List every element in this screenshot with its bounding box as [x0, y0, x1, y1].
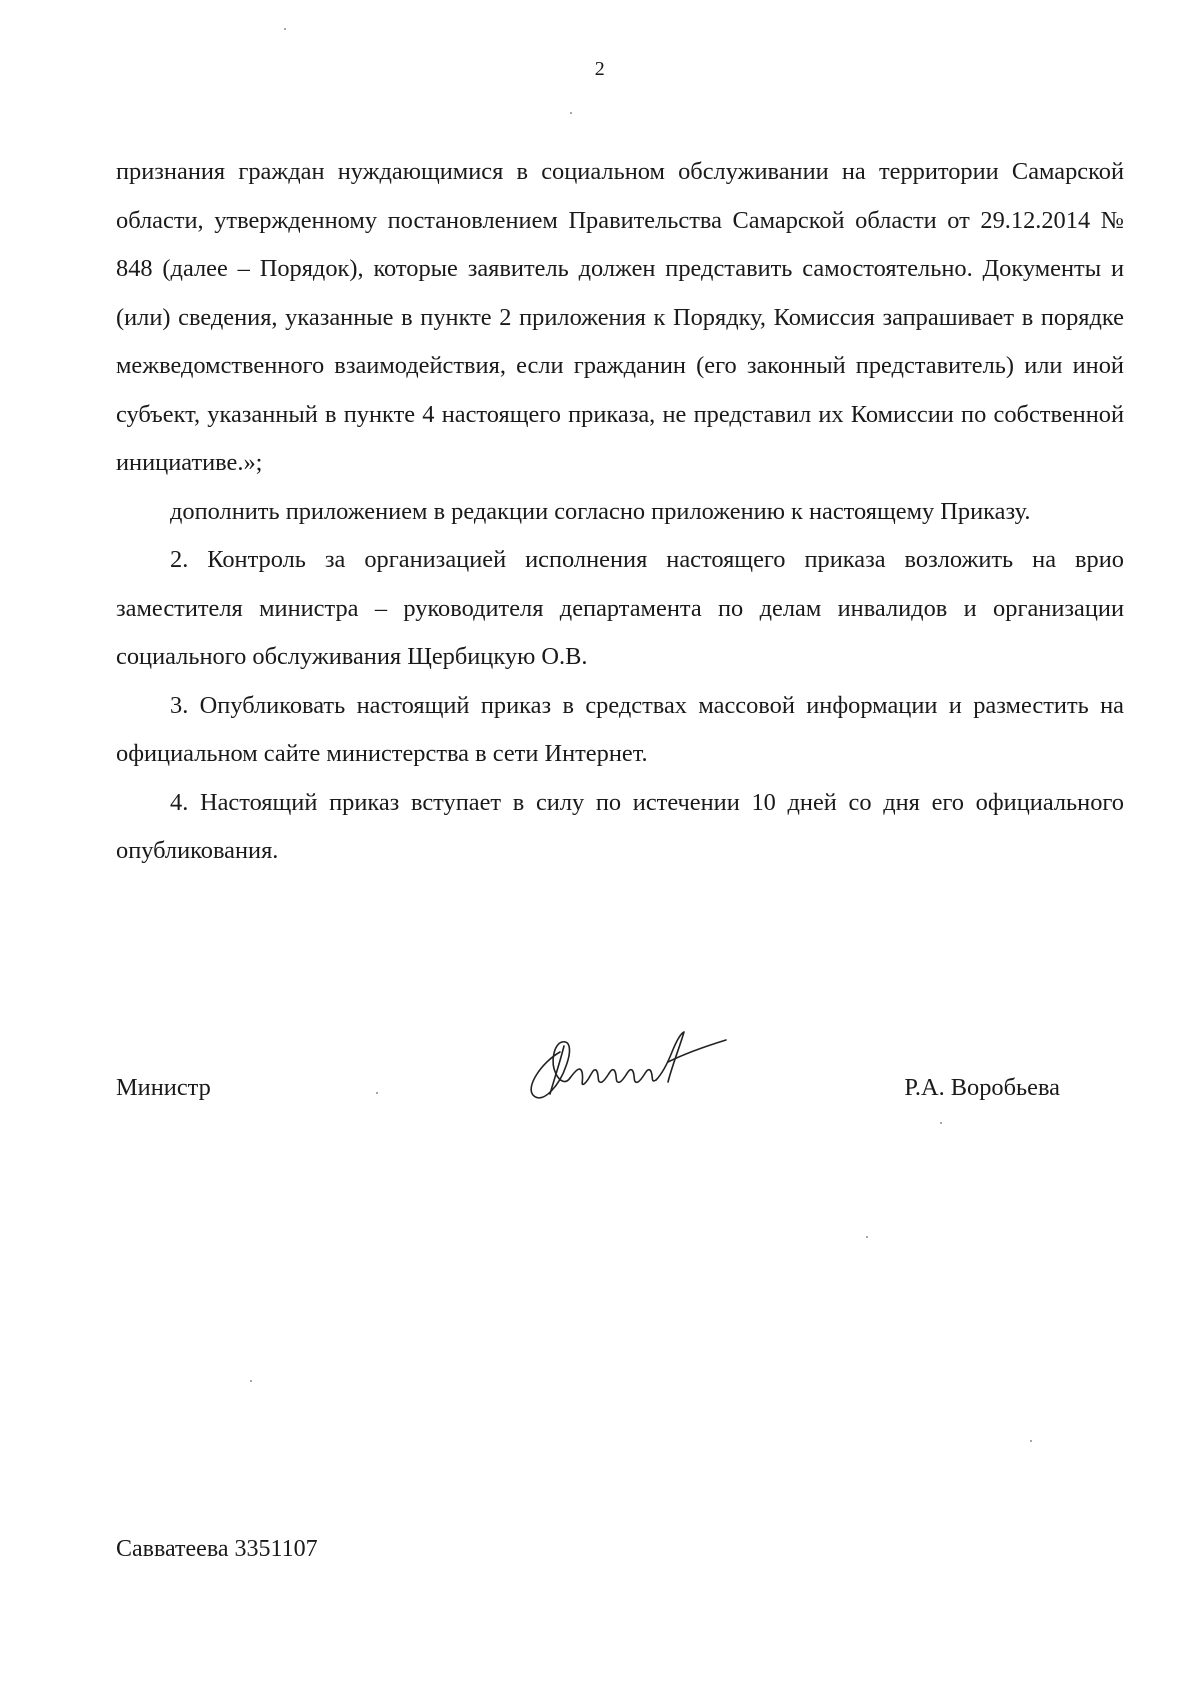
- scan-speck: [284, 28, 286, 30]
- signatory-name: Р.А. Воробьева: [904, 1074, 1060, 1101]
- executor-contact: Савватеева 3351107: [116, 1536, 318, 1562]
- paragraph-item-3-publication: 3. Опубликовать настоящий приказ в средствах массовой информации и разместить на официальном сайте министерства в сети Интернет.: [116, 691, 1124, 767]
- scan-speck: [570, 112, 572, 114]
- scan-speck: [1030, 1440, 1032, 1442]
- scan-speck: [940, 1122, 942, 1124]
- signature-block: [116, 1040, 1060, 1130]
- document-body: [116, 148, 1124, 876]
- paragraph-item-2-control: 2. Контроль за организацией исполнения настоящего приказа возложить на врио заместителя министра – руководителя департамента по делам инвалидов и организации социального обслуживания Щербицкую О.В.: [116, 546, 1124, 670]
- paragraph-appendix-addition: дополнить приложением в редакции согласно приложению к настоящему Приказу.: [170, 497, 1031, 525]
- scan-speck: [866, 1236, 868, 1238]
- scan-speck: [250, 1380, 252, 1382]
- scan-speck: [376, 1092, 378, 1094]
- page-number: 2: [594, 58, 606, 80]
- signatory-title: Министр: [116, 1074, 211, 1101]
- paragraph-item-4-effective: 4. Настоящий приказ вступает в силу по истечении 10 дней со дня его официального опубликования.: [116, 788, 1124, 864]
- paragraph-continuation: признания граждан нуждающимися в социальном обслуживании на территории Самарской области, утвержденному постановлением Правительства Самарской области от 29.12.2014 № 848 (далее – Порядок), которые заявитель должен представить самостоятельно. Документы и (или) сведения, указанные в пункте 2 приложения к Порядку, Комиссия запрашивает в порядке межведомственного взаимодействия, если гражданин (его законный представитель) или иной субъект, указанный в пункте 4 настоящего приказа, не представил их Комиссии по собственной инициативе.»;: [116, 158, 1124, 476]
- handwritten-signature-icon: [520, 1022, 730, 1106]
